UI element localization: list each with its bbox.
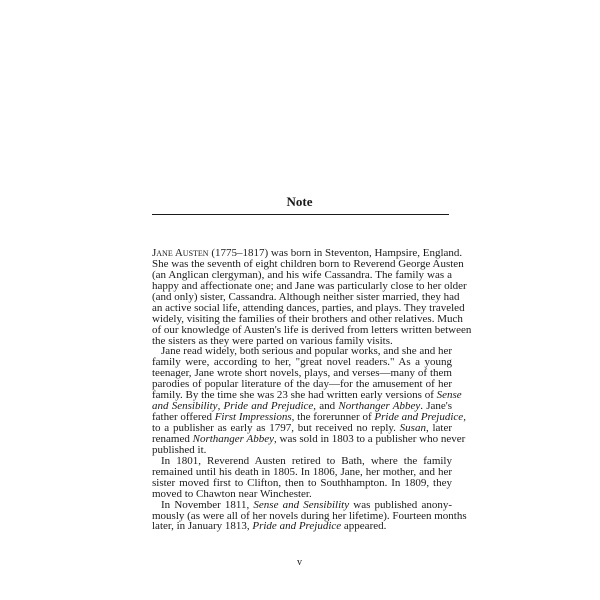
- italic-title: Sense: [436, 389, 462, 402]
- text-run: (1775–1817) was born in Steventon, Hampsire, England.: [208, 247, 463, 259]
- italic-title: First Impressions: [214, 411, 292, 424]
- text-run: published it.: [152, 443, 207, 456]
- text-run: the sisters as they were parted on various family visits.: [152, 334, 393, 347]
- text-run: , and: [313, 400, 339, 413]
- text-run: Jane Austen: [152, 247, 209, 259]
- text-run: , was sold in 1803 to a publisher who never: [274, 432, 466, 445]
- text-run: , later: [425, 422, 452, 434]
- italic-title: Northanger Abbey: [192, 432, 274, 445]
- text-run: Jane read widely, both serious and popular works, and she and her: [161, 345, 453, 358]
- text-run: moved to Chawton near Winchester.: [152, 487, 312, 500]
- italic-title: Pride and Prejudice: [252, 520, 342, 533]
- text-run: family were, according to her, "great novel readers." As a young: [152, 356, 452, 369]
- text-run: father offered: [152, 411, 215, 424]
- text-run: parodies of popular literature of the day—for the amusement of her: [152, 378, 452, 391]
- text-run: remained until his death in 1805. In 1806, Jane, her mother, and her: [152, 465, 452, 478]
- page-number: v: [297, 557, 302, 568]
- text-run: of our knowledge of Austen's life is derived from letters written between: [152, 323, 472, 336]
- text-run: later, in January 1813,: [152, 520, 253, 533]
- text-run: mously (as were all of her novels during her lifetime). Fourteen months: [152, 509, 467, 522]
- italic-title: Pride and Prejudice: [223, 400, 314, 413]
- text-run: an active social life, attending dances, parties, and plays. They traveled: [152, 301, 465, 314]
- text-run: (and only) sister, Cassandra. Although neither sister married, they had: [152, 290, 460, 303]
- italic-title: Northanger Abbey: [338, 400, 421, 413]
- text-run: happy and affectionate one; and Jane was particularly close to her older: [152, 279, 467, 292]
- heading-rule: [152, 214, 449, 215]
- text-run: was published anony-: [349, 498, 452, 511]
- italic-title: Pride and Prejudice: [374, 411, 464, 424]
- italic-title: Sense and Sensibility: [253, 498, 350, 511]
- text-run: appeared.: [341, 520, 387, 533]
- text-run: In November 1811,: [161, 498, 254, 511]
- text-line: [152, 521, 452, 532]
- text-run: (an Anglican clergyman), and his wife Cassandra. The family was a: [152, 268, 452, 281]
- text-run: teenager, Jane wrote short novels, plays, and verses—many of them: [152, 367, 452, 380]
- text-run: widely, visiting the families of their brothers and other relatives. Much: [152, 312, 463, 325]
- text-run: sister moved first to Clifton, then to Southhampton. In 1809, they: [152, 476, 452, 489]
- text-run: . Jane's: [420, 400, 453, 413]
- body-text: [152, 247, 472, 533]
- italic-title: Susan: [399, 422, 426, 434]
- page-heading: Note: [286, 194, 313, 209]
- text-run: family. By the time she was 23 she had written early versions of: [152, 389, 437, 402]
- text-run: In 1801, Reverend Austen retired to Bath, where the family: [161, 454, 452, 467]
- italic-title: and Sensibility: [152, 400, 218, 413]
- text-run: to a publisher as early as 1797, but received no reply.: [152, 422, 400, 434]
- text-run: ,: [217, 400, 224, 413]
- text-run: renamed: [152, 432, 193, 445]
- text-run: , the forerunner of: [291, 411, 375, 424]
- text-run: She was the seventh of eight children born to Reverend George Austen: [152, 257, 464, 270]
- text-run: ,: [463, 411, 466, 424]
